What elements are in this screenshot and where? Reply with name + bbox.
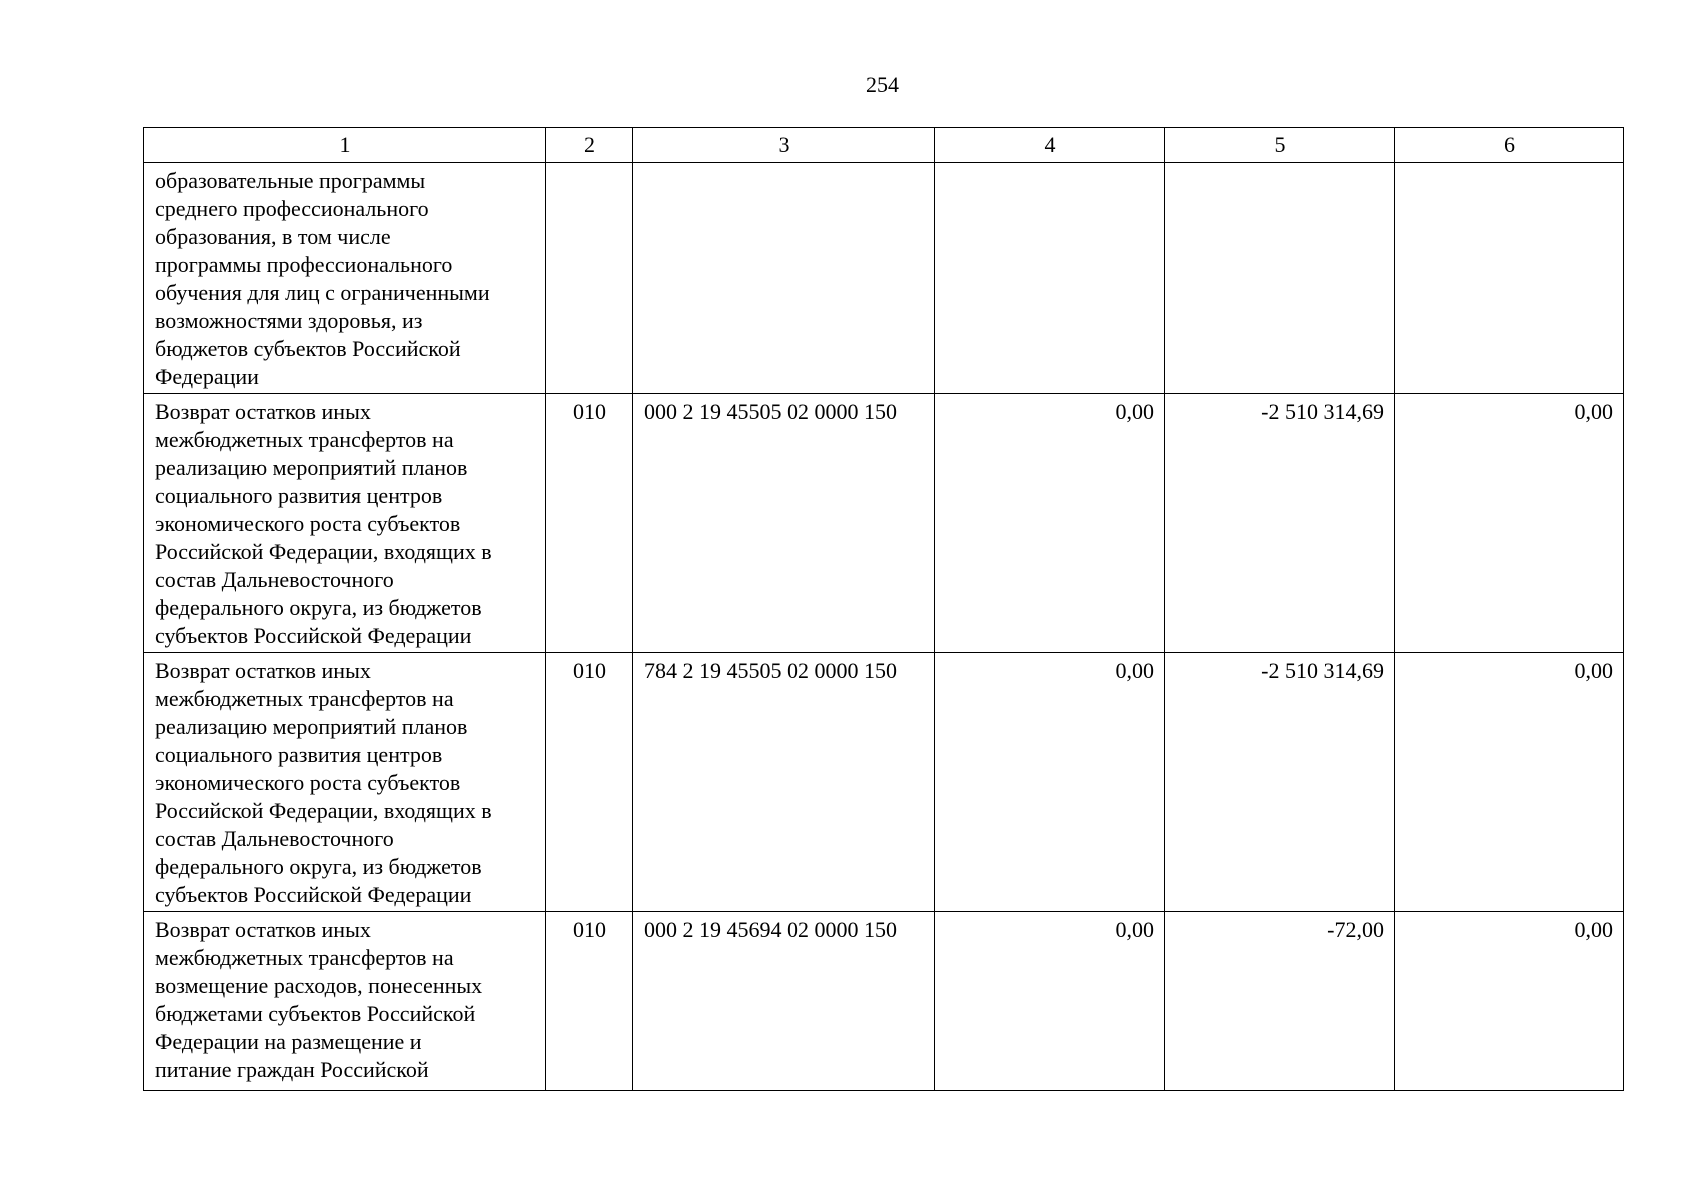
name-line: бюджетов субъектов Российской xyxy=(155,336,461,361)
name-line: образовательные программы xyxy=(155,168,426,193)
name-line: возможностями здоровья, из xyxy=(155,308,423,333)
row-value-5-cell: -72,00 xyxy=(1165,912,1395,1091)
column-header-5: 5 xyxy=(1165,128,1395,163)
row-value-6-cell: 0,00 xyxy=(1395,653,1624,912)
column-header-4: 4 xyxy=(935,128,1165,163)
name-line: программы профессионального xyxy=(155,252,453,277)
table-header-row xyxy=(144,128,1624,163)
row-name-cell xyxy=(144,653,546,912)
name-line: образования, в том числе xyxy=(155,224,391,249)
name-line: среднего профессионального xyxy=(155,196,429,221)
row-code-cell: 010 xyxy=(546,653,633,912)
row-value-6-cell xyxy=(1395,163,1624,394)
name-line: Федерации xyxy=(155,364,259,389)
name-line: обучения для лиц с ограниченными xyxy=(155,280,490,305)
row-name-cell xyxy=(144,912,546,1091)
name-line: Возврат остатков иных xyxy=(155,658,371,683)
row-value-5-cell: -2 510 314,69 xyxy=(1165,394,1395,653)
table-row xyxy=(144,653,1624,912)
column-header-3: 3 xyxy=(633,128,935,163)
name-line: экономического роста субъектов xyxy=(155,511,461,536)
page-number: 254 xyxy=(866,72,899,97)
row-value-4-cell: 0,00 xyxy=(935,394,1165,653)
row-value-5-cell: -2 510 314,69 xyxy=(1165,653,1395,912)
name-line: федерального округа, из бюджетов xyxy=(155,595,482,620)
name-line: Возврат остатков иных xyxy=(155,917,371,942)
name-line: состав Дальневосточного xyxy=(155,826,394,851)
row-value-4-cell: 0,00 xyxy=(935,653,1165,912)
row-value-5-cell xyxy=(1165,163,1395,394)
budget-table xyxy=(143,127,1624,1091)
row-kbk-cell: 000 2 19 45505 02 0000 150 xyxy=(633,394,935,653)
column-header-2: 2 xyxy=(546,128,633,163)
row-kbk-cell xyxy=(633,163,935,394)
name-line: экономического роста субъектов xyxy=(155,770,461,795)
row-kbk-cell: 000 2 19 45694 02 0000 150 xyxy=(633,912,935,1091)
name-line: межбюджетных трансфертов на xyxy=(155,686,454,711)
name-line: бюджетами субъектов Российской xyxy=(155,1001,476,1026)
row-value-4-cell: 0,00 xyxy=(935,912,1165,1091)
name-line: субъектов Российской Федерации xyxy=(155,882,472,907)
table-row xyxy=(144,394,1624,653)
row-code-cell xyxy=(546,163,633,394)
name-line: реализацию мероприятий планов xyxy=(155,714,468,739)
row-value-4-cell xyxy=(935,163,1165,394)
row-value-6-cell: 0,00 xyxy=(1395,912,1624,1091)
name-line: Российской Федерации, входящих в xyxy=(155,539,492,564)
name-line: питание граждан Российской xyxy=(155,1057,429,1082)
table-row xyxy=(144,163,1624,394)
name-line: возмещение расходов, понесенных xyxy=(155,973,483,998)
name-line: социального развития центров xyxy=(155,483,443,508)
name-line: состав Дальневосточного xyxy=(155,567,394,592)
name-line: реализацию мероприятий планов xyxy=(155,455,468,480)
name-line: межбюджетных трансфертов на xyxy=(155,427,454,452)
column-header-6: 6 xyxy=(1395,128,1624,163)
row-name-cell xyxy=(144,394,546,653)
row-code-cell: 010 xyxy=(546,394,633,653)
name-line: межбюджетных трансфертов на xyxy=(155,945,454,970)
name-line: Федерации на размещение и xyxy=(155,1029,422,1054)
column-header-1: 1 xyxy=(144,128,546,163)
row-value-6-cell: 0,00 xyxy=(1395,394,1624,653)
name-line: социального развития центров xyxy=(155,742,443,767)
row-name-cell xyxy=(144,163,546,394)
row-code-cell: 010 xyxy=(546,912,633,1091)
name-line: Возврат остатков иных xyxy=(155,399,371,424)
row-kbk-cell: 784 2 19 45505 02 0000 150 xyxy=(633,653,935,912)
name-line: Российской Федерации, входящих в xyxy=(155,798,492,823)
name-line: субъектов Российской Федерации xyxy=(155,623,472,648)
name-line: федерального округа, из бюджетов xyxy=(155,854,482,879)
table-row xyxy=(144,912,1624,1091)
